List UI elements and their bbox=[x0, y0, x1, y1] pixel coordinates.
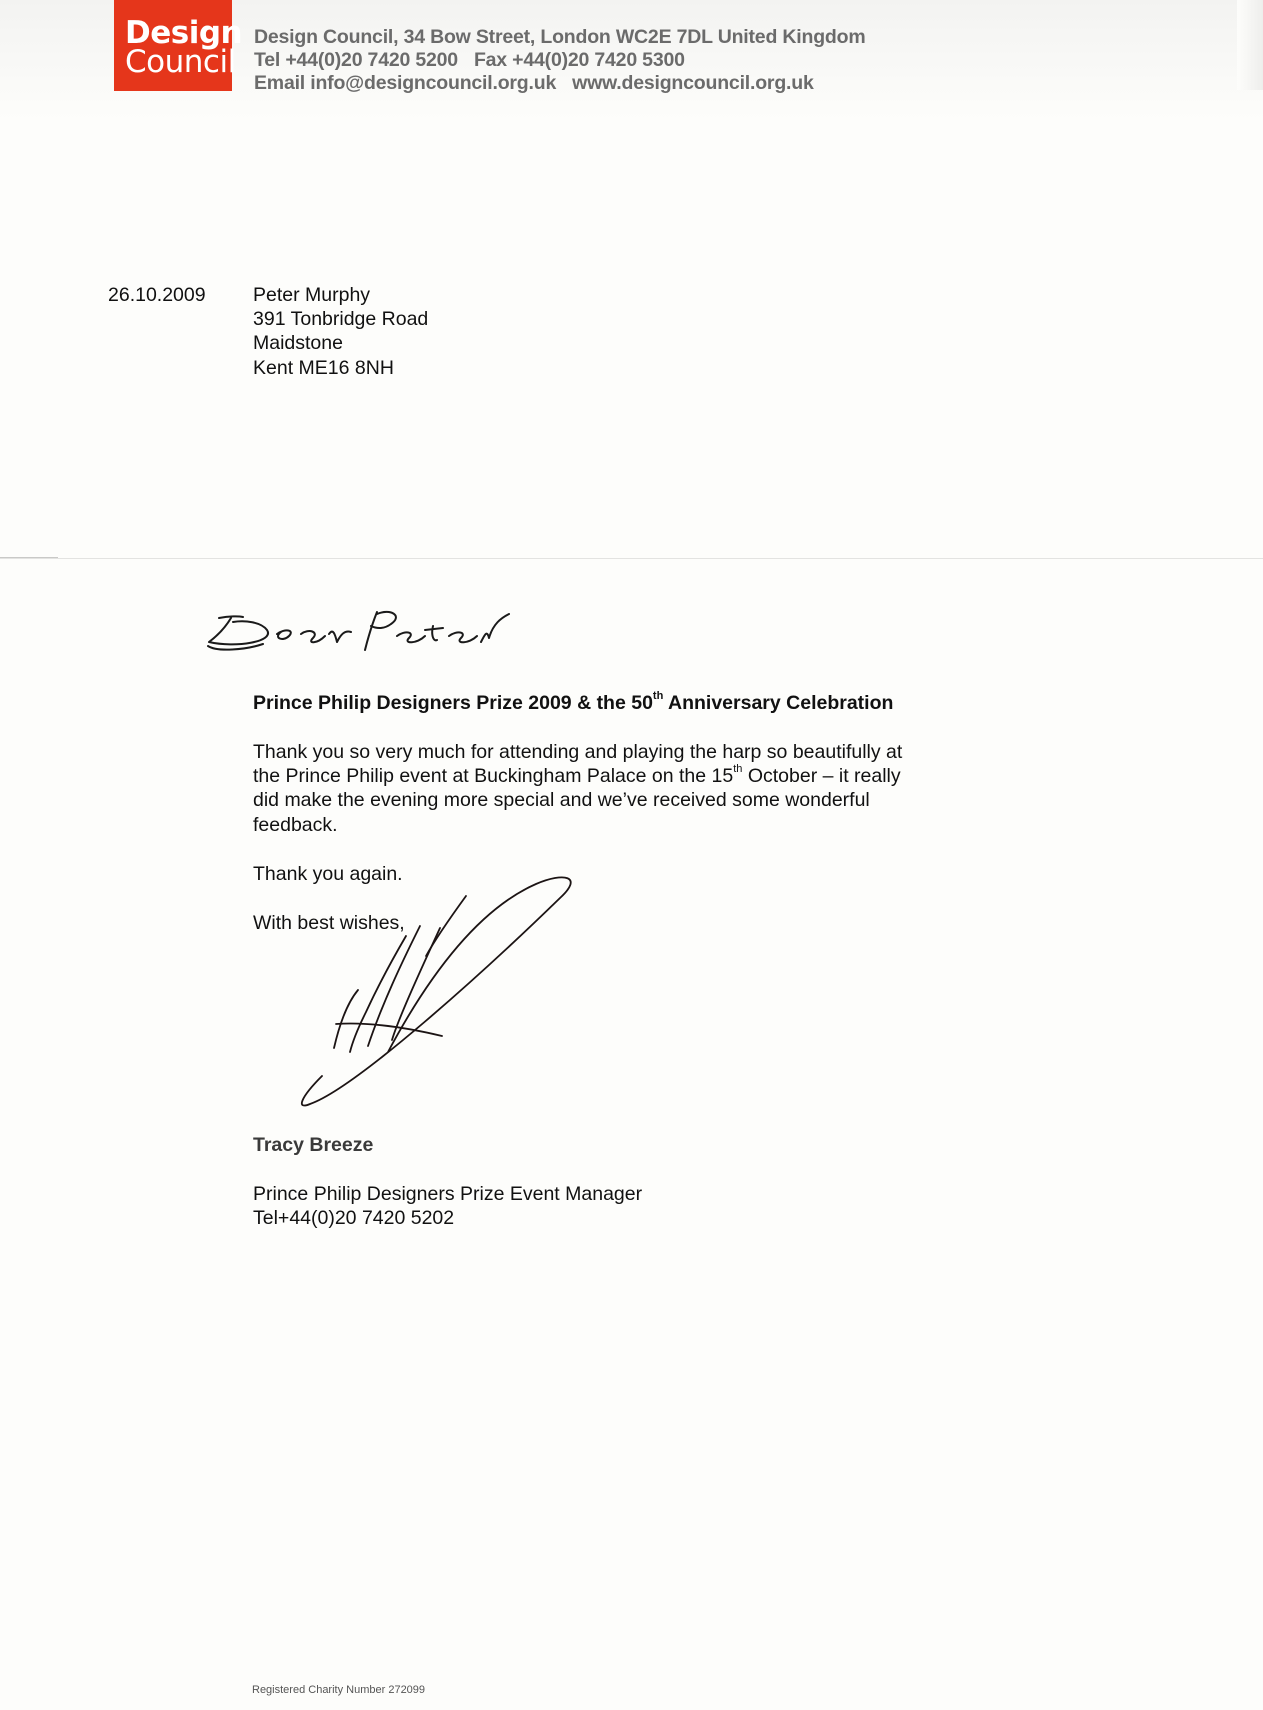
letter-subject bbox=[253, 692, 893, 715]
body-line-3: did make the evening more special and we’ve received some wonderful bbox=[253, 789, 870, 811]
body-thanks: Thank you again. bbox=[253, 863, 403, 885]
logo-word-design: Design bbox=[125, 15, 243, 51]
letter-closing: With best wishes, bbox=[253, 912, 405, 934]
recipient-town: Maidstone bbox=[253, 332, 343, 354]
body-line-2-ordinal: th bbox=[733, 763, 743, 775]
design-council-logo bbox=[114, 0, 243, 91]
subject-text-end: Anniversary Celebration bbox=[663, 692, 894, 714]
signer-tel: Tel+44(0)20 7420 5202 bbox=[253, 1207, 455, 1229]
scan-edge-shading bbox=[1237, 0, 1263, 90]
body-line-4: feedback. bbox=[253, 814, 338, 836]
letterhead-address: Design Council, 34 Bow Street, London WC2E 7DL United Kingdom bbox=[254, 26, 866, 48]
letterhead-fax: Fax +44(0)20 7420 5300 bbox=[473, 49, 685, 71]
handwritten-signature bbox=[296, 876, 582, 1108]
subject-ordinal: th bbox=[652, 690, 664, 702]
letterhead-tel: Tel +44(0)20 7420 5200 bbox=[254, 49, 458, 71]
logo-word-council: Council bbox=[125, 44, 236, 80]
recipient-name: Peter Murphy bbox=[253, 284, 371, 306]
handwritten-salutation bbox=[205, 604, 517, 666]
signer-title: Prince Philip Designers Prize Event Manager bbox=[253, 1183, 643, 1205]
body-line-1: Thank you so very much for attending and playing the harp so beautifully at bbox=[253, 741, 903, 763]
recipient-postcode: Kent ME16 8NH bbox=[253, 357, 394, 379]
letterhead-contact-line bbox=[254, 72, 814, 95]
fold-line bbox=[0, 558, 1263, 559]
charity-number: Registered Charity Number 272099 bbox=[252, 1684, 426, 1696]
letter-date: 26.10.2009 bbox=[108, 284, 206, 306]
letterhead-email: Email info@designcouncil.org.uk bbox=[254, 72, 557, 94]
body-line-2 bbox=[253, 765, 901, 788]
recipient-street: 391 Tonbridge Road bbox=[253, 308, 429, 330]
body-line-2-end: October – it really bbox=[742, 765, 901, 787]
letterhead-phone-line bbox=[254, 49, 685, 72]
fold-line-mark bbox=[0, 557, 58, 558]
subject-text: Prince Philip Designers Prize 2009 & the 50 bbox=[253, 692, 653, 714]
signer-name: Tracy Breeze bbox=[253, 1134, 374, 1156]
body-line-2-text: the Prince Philip event at Buckingham Palace on the 15 bbox=[253, 765, 734, 787]
letterhead-website: www.designcouncil.org.uk bbox=[572, 72, 814, 94]
